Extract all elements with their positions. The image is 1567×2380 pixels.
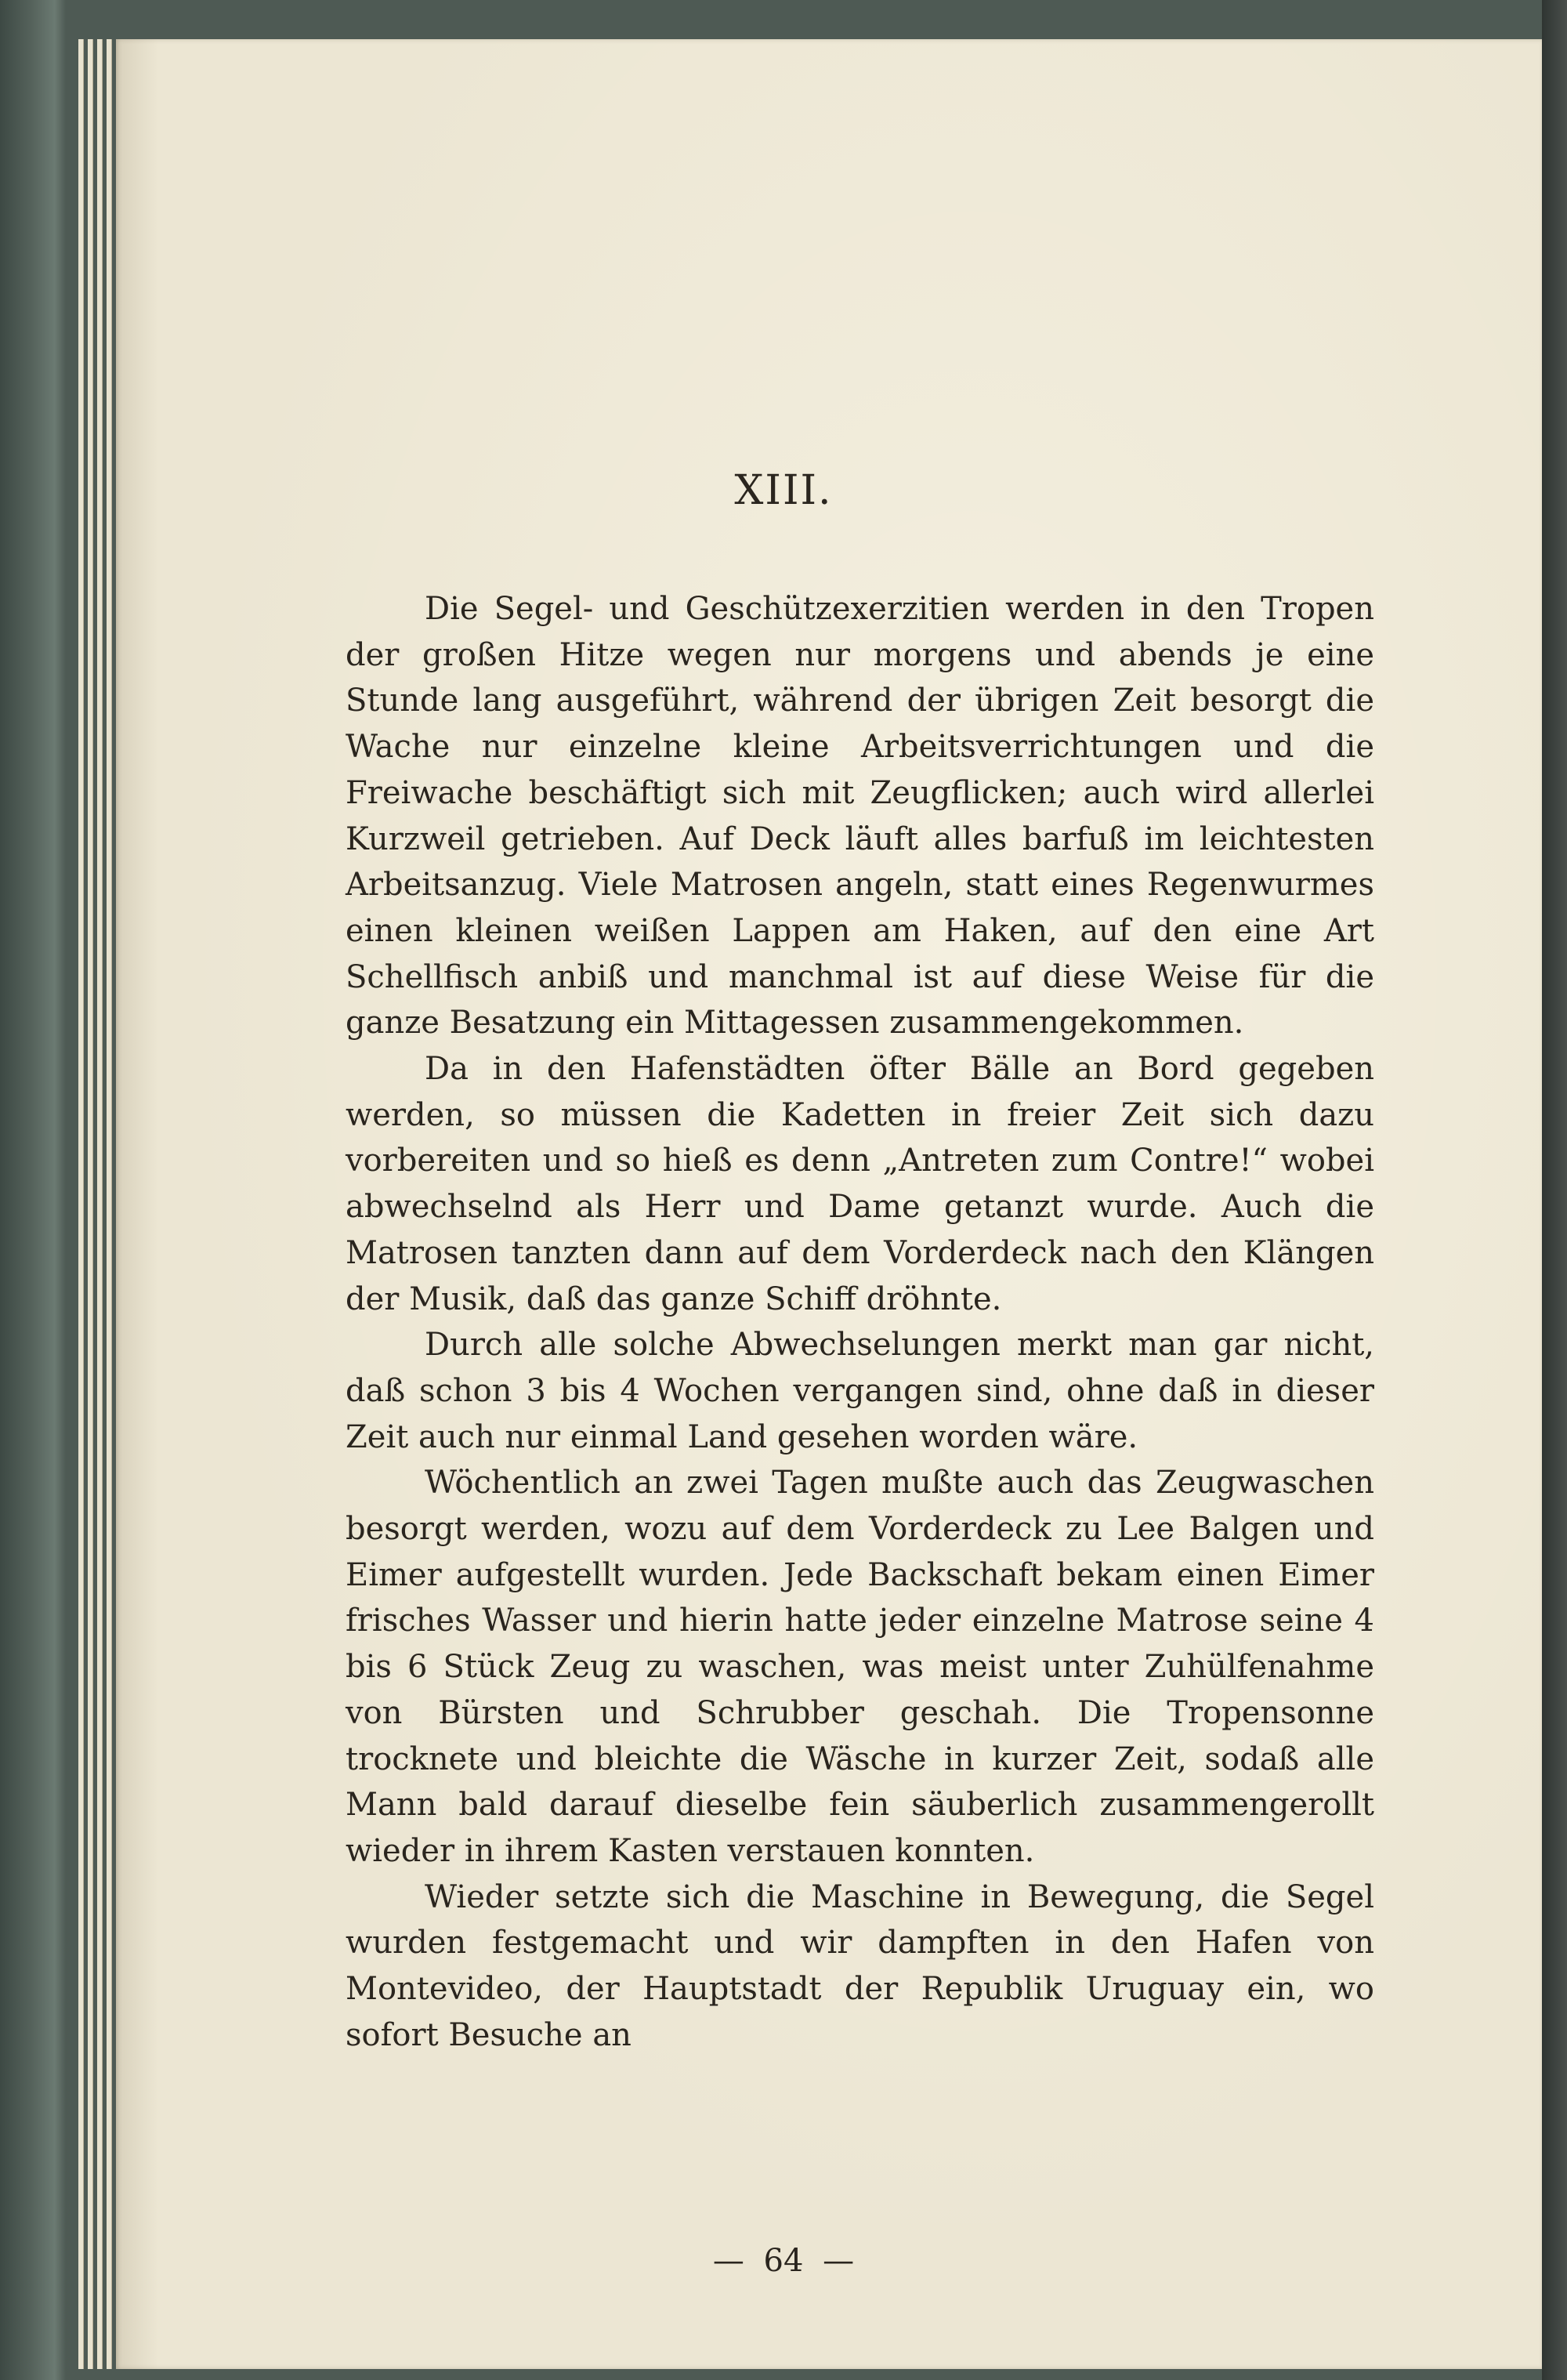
page-number: — 64 —	[712, 2243, 855, 2279]
scan-border	[1542, 0, 1567, 2380]
paragraph: Die Segel- und Geschützexerzitien werden in den Tropen der großen Hitze wegen nur morgens und abends je eine Stunde lang ausgeführt, während der übrigen Zeit besorgt die Wache nur einzelne kleine Arbeitsverrichtungen und die Freiwache beschäftigt sich mit Zeugflicken; auch wird allerlei Kurzweil getrieben. Auf Deck läuft alles barfuß im leichtesten Arbeitsanzug. Viele Matrosen angeln, statt eines Regenwurmes einen kleinen weißen Lappen am Haken, auf den eine Art Schellfisch anbiß und manchmal ist auf diese Weise für die ganze Besatzung ein Mittagessen zusammengekommen.	[346, 591, 1374, 1041]
paragraph: Durch alle solche Abwechselungen merkt man gar nicht, daß schon 3 bis 4 Wochen vergangen sind, ohne daß in dieser Zeit auch nur einmal Land gesehen worden wäre.	[346, 1327, 1374, 1455]
chapter-heading: XIII.	[734, 467, 833, 514]
paragraph: Da in den Hafenstädten öfter Bälle an Bord gegeben werden, so müssen die Kadetten in freier Zeit sich dazu vorbereiten und so hieß es denn „Antreten zum Contre!“ wobei abwechselnd als Herr und Dame getanzt wurde. Auch die Matrosen tanzten dann auf dem Vorderdeck nach den Klängen der Musik, daß das ganze Schiff dröhnte.	[346, 1051, 1374, 1317]
body-text	[346, 586, 1374, 2059]
page-edge-stack	[88, 39, 93, 2369]
paragraph: Wieder setzte sich die Maschine in Bewegung, die Segel wurden festgemacht und wir dampften in den Hafen von Montevideo, der Hauptstadt der Republik Uruguay ein, wo sofort Besuche an	[346, 1878, 1374, 2053]
page-edge-stack	[107, 39, 112, 2369]
page-edge-stack	[97, 39, 103, 2369]
paragraph: Wöchentlich an zwei Tagen mußte auch das Zeugwaschen besorgt werden, wozu auf dem Vorderdeck zu Lee Balgen und Eimer aufgestellt wurden. Jede Backschaft bekam einen Eimer frisches Wasser und hierin hatte jeder einzelne Matrose seine 4 bis 6 Stück Zeug zu waschen, was meist unter Zuhülfenahme von Bürsten und Schrubber geschah. Die Tropensonne trocknete und bleichte die Wäsche in kurzer Zeit, sodaß alle Mann bald darauf dieselbe fein säuberlich zusammengerollt wieder in ihrem Kasten verstauen konnten.	[346, 1465, 1374, 1869]
page-edge-stack	[78, 39, 84, 2369]
